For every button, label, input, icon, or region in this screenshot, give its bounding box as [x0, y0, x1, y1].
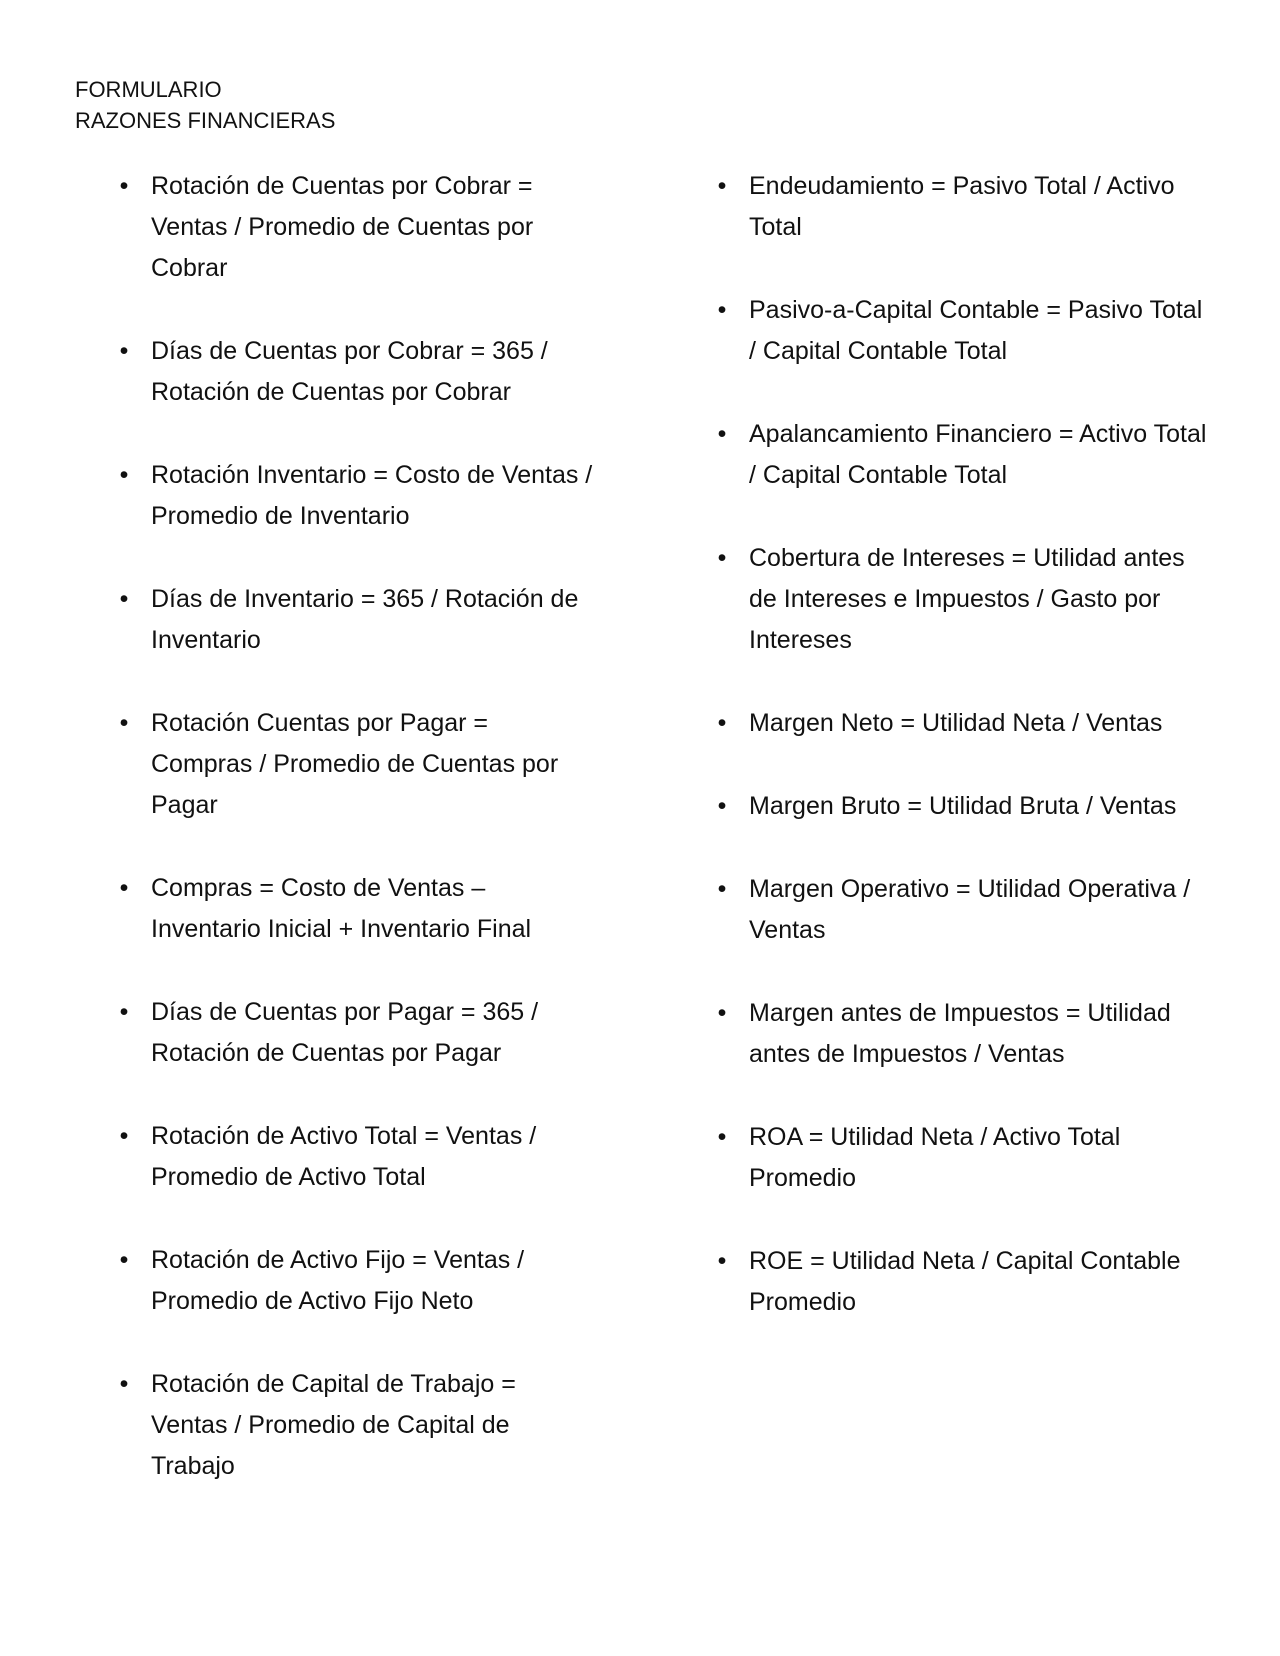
- document-header: [75, 74, 335, 136]
- list-item: [712, 993, 1212, 1075]
- bullet-icon: •: [717, 1247, 727, 1275]
- bullet-icon: •: [717, 1123, 727, 1151]
- formula-text: Rotación Inventario = Costo de Ventas / Promedio de Inventario: [151, 461, 593, 530]
- formula-text: Margen Operativo = Utilidad Operativa / Ventas: [749, 875, 1191, 944]
- bullet-icon: •: [119, 709, 129, 737]
- list-item: [712, 703, 1212, 744]
- list-item: [114, 868, 594, 950]
- header-subtitle: RAZONES FINANCIERAS: [75, 108, 336, 133]
- formula-text: Días de Cuentas por Cobrar = 365 / Rotación de Cuentas por Cobrar: [151, 337, 548, 406]
- bullet-icon: •: [119, 998, 129, 1026]
- formula-text: Margen Bruto = Utilidad Bruta / Ventas: [749, 792, 1177, 820]
- formula-text: Días de Cuentas por Pagar = 365 / Rotación de Cuentas por Pagar: [151, 998, 539, 1067]
- formula-text: Rotación de Activo Fijo = Ventas / Promedio de Activo Fijo Neto: [151, 1246, 525, 1315]
- bullet-icon: •: [717, 544, 727, 572]
- right-formula-list: [712, 166, 1212, 1365]
- list-item: [114, 331, 594, 413]
- list-item: [712, 786, 1212, 827]
- list-item: [712, 538, 1212, 661]
- list-item: [114, 992, 594, 1074]
- bullet-icon: •: [119, 1246, 129, 1274]
- bullet-icon: •: [119, 337, 129, 365]
- formula-text: ROA = Utilidad Neta / Activo Total Promedio: [749, 1123, 1121, 1192]
- formula-text: Margen antes de Impuestos = Utilidad antes de Impuestos / Ventas: [749, 999, 1171, 1068]
- list-item: [114, 1116, 594, 1198]
- left-formula-list: [114, 166, 594, 1529]
- formula-text: Rotación de Capital de Trabajo = Ventas / Promedio de Capital de Trabajo: [151, 1370, 516, 1480]
- bullet-icon: •: [119, 1370, 129, 1398]
- formula-text: Cobertura de Intereses = Utilidad antes de Intereses e Impuestos / Gasto por Intereses: [749, 544, 1185, 654]
- list-item: [114, 1364, 594, 1487]
- bullet-icon: •: [717, 875, 727, 903]
- formula-text: Pasivo-a-Capital Contable = Pasivo Total / Capital Contable Total: [749, 296, 1203, 365]
- bullet-icon: •: [119, 461, 129, 489]
- formula-text: Margen Neto = Utilidad Neta / Ventas: [749, 709, 1163, 737]
- list-item: [114, 1240, 594, 1322]
- bullet-icon: •: [119, 1122, 129, 1150]
- formula-text: ROE = Utilidad Neta / Capital Contable Promedio: [749, 1247, 1181, 1316]
- formula-text: Días de Inventario = 365 / Rotación de Inventario: [151, 585, 579, 654]
- formula-text: Rotación de Cuentas por Cobrar = Ventas / Promedio de Cuentas por Cobrar: [151, 172, 534, 282]
- bullet-icon: •: [717, 172, 727, 200]
- list-item: [712, 1241, 1212, 1323]
- bullet-icon: •: [717, 296, 727, 324]
- bullet-icon: •: [717, 999, 727, 1027]
- header-title: FORMULARIO: [75, 77, 222, 102]
- bullet-icon: •: [717, 792, 727, 820]
- formula-text: Rotación Cuentas por Pagar = Compras / Promedio de Cuentas por Pagar: [151, 709, 559, 819]
- bullet-icon: •: [717, 709, 727, 737]
- list-item: [114, 703, 594, 826]
- list-item: [712, 414, 1212, 496]
- bullet-icon: •: [717, 420, 727, 448]
- list-item: [114, 166, 594, 289]
- list-item: [712, 869, 1212, 951]
- bullet-icon: •: [119, 585, 129, 613]
- list-item: [712, 166, 1212, 248]
- list-item: [114, 455, 594, 537]
- formula-text: Apalancamiento Financiero = Activo Total / Capital Contable Total: [749, 420, 1207, 489]
- bullet-icon: •: [119, 172, 129, 200]
- formula-text: Compras = Costo de Ventas – Inventario Inicial + Inventario Final: [151, 874, 532, 943]
- list-item: [712, 290, 1212, 372]
- formula-text: Rotación de Activo Total = Ventas / Promedio de Activo Total: [151, 1122, 537, 1191]
- list-item: [712, 1117, 1212, 1199]
- formula-text: Endeudamiento = Pasivo Total / Activo Total: [749, 172, 1175, 241]
- list-item: [114, 579, 594, 661]
- bullet-icon: •: [119, 874, 129, 902]
